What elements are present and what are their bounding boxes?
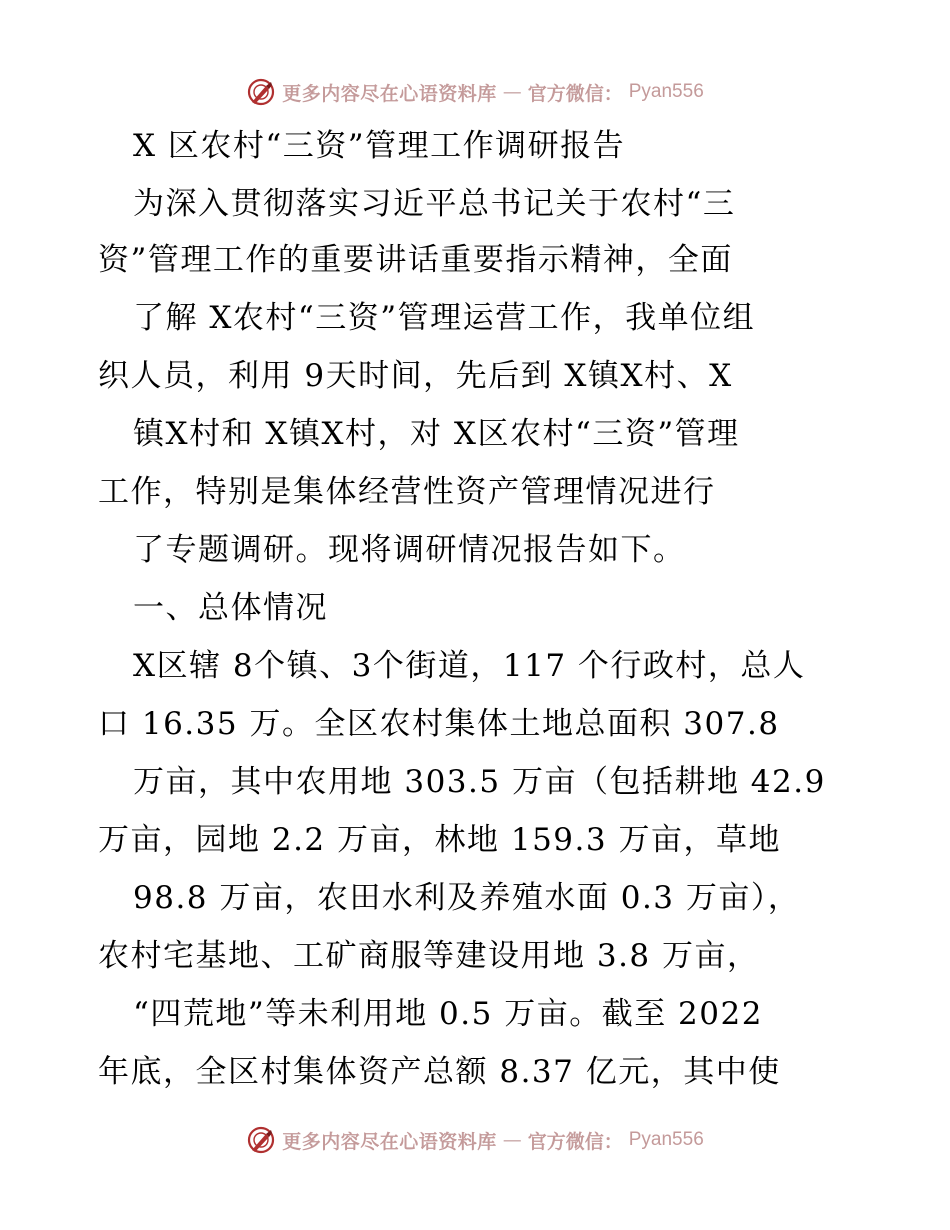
watermark-contact-label: 官方微信： xyxy=(527,82,623,105)
text-line: 了专题调研。现将调研情况报告如下。 xyxy=(133,532,686,568)
text-line: 镇X村和 X镇X村，对 X区农村“三资”管理 xyxy=(133,416,740,452)
watermark-contact-handle: Pyan556 xyxy=(628,1129,704,1150)
text-line: 口 16.35 万。全区农村集体土地总面积 307.8 xyxy=(98,706,780,742)
text-line: X区辖 8个镇、3个街道，117 个行政村，总人 xyxy=(133,648,806,684)
document-title: X 区农村“三资”管理工作调研报告 xyxy=(133,128,626,164)
watermark-separator: — xyxy=(502,81,522,103)
text-line: 资”管理工作的重要讲话重要指示精神，全面 xyxy=(98,242,733,278)
pen-logo-icon xyxy=(246,77,276,107)
watermark-contact-label: 官方微信： xyxy=(527,1130,623,1153)
watermark-bottom xyxy=(0,1120,950,1160)
watermark-top xyxy=(0,72,950,112)
text-line: 年底，全区村集体资产总额 8.37 亿元，其中使 xyxy=(98,1054,781,1090)
text-line: 万亩，其中农用地 303.5 万亩（包括耕地 42.9 xyxy=(133,764,826,800)
section-heading: 一、总体情况 xyxy=(133,590,328,626)
pen-logo-icon xyxy=(246,1125,276,1155)
watermark-contact-handle: Pyan556 xyxy=(628,81,704,102)
text-line: 农村宅基地、工矿商服等建设用地 3.8 万亩， xyxy=(98,938,760,974)
watermark-brand: 更多内容尽在心语资料库 xyxy=(282,82,497,105)
text-line: 万亩，园地 2.2 万亩，林地 159.3 万亩，草地 xyxy=(98,822,781,858)
text-line: 工作，特别是集体经营性资产管理情况进行 xyxy=(98,474,716,510)
text-line: “四荒地”等未利用地 0.5 万亩。截至 2022 xyxy=(133,996,763,1032)
text-line: 98.8 万亩，农田水利及养殖水面 0.3 万亩）， xyxy=(133,880,801,916)
text-line: 为深入贯彻落实习近平总书记关于农村“三 xyxy=(133,186,736,222)
watermark-separator: — xyxy=(502,1129,522,1151)
watermark-brand: 更多内容尽在心语资料库 xyxy=(282,1130,497,1153)
text-line: 了解 X农村“三资”管理运营工作，我单位组 xyxy=(133,300,756,336)
text-line: 织人员，利用 9天时间，先后到 X镇X村、X xyxy=(98,358,733,394)
